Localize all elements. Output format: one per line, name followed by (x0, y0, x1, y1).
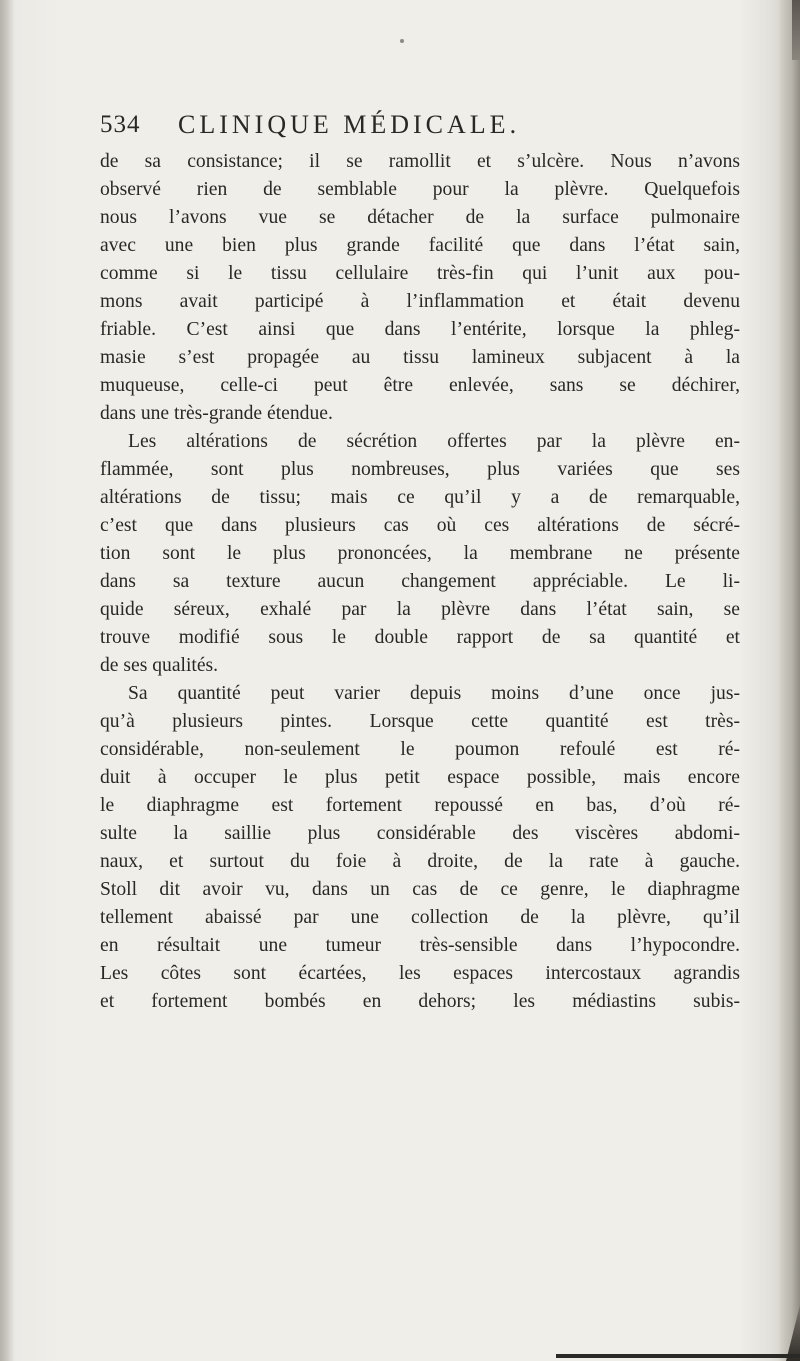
body-text (100, 148, 740, 1016)
text-line: tion sont le plus prononcées, la membrane ne présente (100, 543, 740, 564)
binding-shadow (0, 0, 14, 1361)
text-line: Les altérations de sécrétion offertes par la plèvre en- (128, 431, 740, 452)
text-line: sulte la saillie plus considérable des viscères abdomi- (100, 823, 740, 844)
text-line: et fortement bombés en dehors; les médiastins subis- (100, 991, 740, 1012)
text-line: dans sa texture aucun changement appréciable. Le li- (100, 571, 740, 592)
page-number: 534 (100, 111, 141, 138)
text-line: en résultait une tumeur très-sensible dans l’hypocondre. (100, 935, 740, 956)
text-line: Les côtes sont écartées, les espaces intercostaux agrandis (100, 963, 740, 984)
text-line: qu’à plusieurs pintes. Lorsque cette quantité est très- (100, 711, 740, 732)
text-line: de sa consistance; il se ramollit et s’ulcère. Nous n’avons (100, 151, 740, 172)
text-line: comme si le tissu cellulaire très-fin qui l’unit aux pou- (100, 263, 740, 284)
text-line: duit à occuper le plus petit espace possible, mais encore (100, 767, 740, 788)
text-line: mons avait participé à l’inflammation et était devenu (100, 291, 740, 312)
text-line: Stoll dit avoir vu, dans un cas de ce genre, le diaphragme (100, 879, 740, 900)
text-line: quide séreux, exhalé par la plèvre dans l’état sain, se (100, 599, 740, 620)
text-line: dans une très-grande étendue. (100, 403, 333, 424)
bottom-edge-rule (556, 1354, 800, 1358)
text-line: tellement abaissé par une collection de la plèvre, qu’il (100, 907, 740, 928)
text-line: nous l’avons vue se détacher de la surface pulmonaire (100, 207, 740, 228)
page-edge (778, 0, 800, 1361)
text-line: Sa quantité peut varier depuis moins d’une once jus- (128, 683, 740, 704)
text-line: masie s’est propagée au tissu lamineux subjacent à la (100, 347, 740, 368)
text-line: considérable, non-seulement le poumon refoulé est ré- (100, 739, 740, 760)
running-title: CLINIQUE MÉDICALE. (178, 110, 521, 139)
text-line: le diaphragme est fortement repoussé en bas, d’où ré- (100, 795, 740, 816)
text-line: naux, et surtout du foie à droite, de la rate à gauche. (100, 851, 740, 872)
edge-mark-top (792, 0, 800, 60)
text-line: friable. C’est ainsi que dans l’entérite, lorsque la phleg- (100, 319, 740, 340)
text-line: avec une bien plus grande facilité que dans l’état sain, (100, 235, 740, 256)
running-head (100, 108, 710, 142)
paper-speck (400, 39, 404, 43)
text-line: de ses qualités. (100, 655, 219, 676)
text-line: trouve modifié sous le double rapport de sa quantité et (100, 627, 740, 648)
text-line: muqueuse, celle-ci peut être enlevée, sans se déchirer, (100, 375, 740, 396)
text-line: altérations de tissu; mais ce qu’il y a de remarquable, (100, 487, 740, 508)
text-line: observé rien de semblable pour la plèvre. Quelquefois (100, 179, 740, 200)
text-line: c’est que dans plusieurs cas où ces altérations de sécré- (100, 515, 740, 536)
text-line: flammée, sont plus nombreuses, plus variées que ses (100, 459, 740, 480)
